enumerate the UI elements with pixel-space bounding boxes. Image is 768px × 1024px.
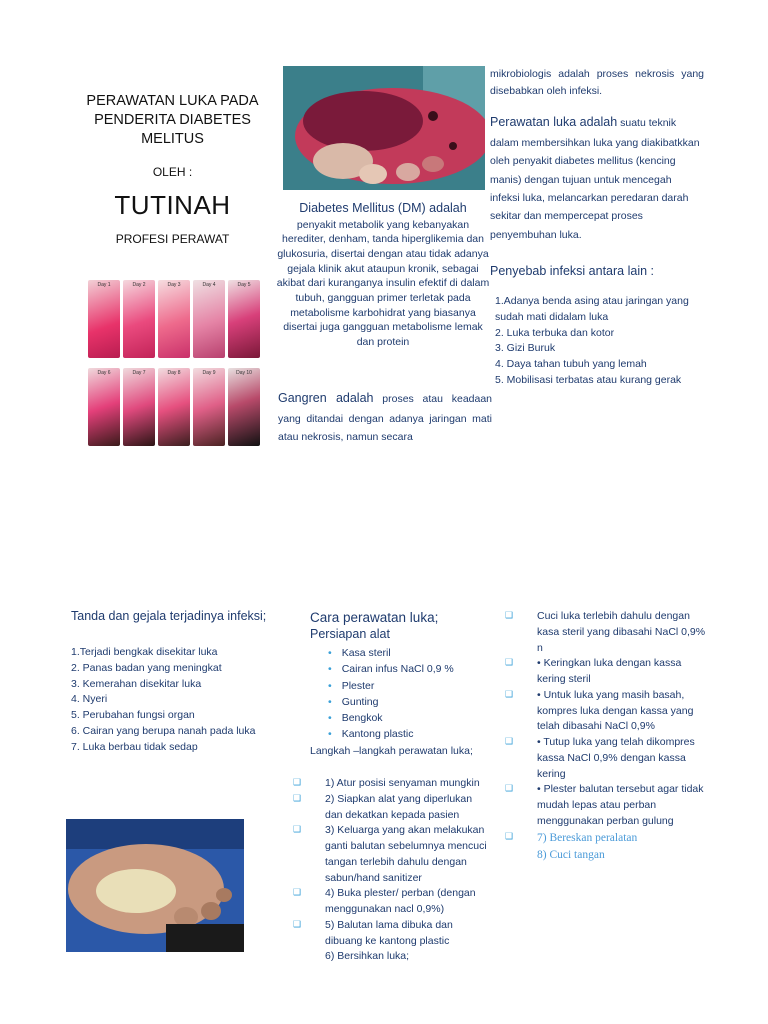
step-text: 8) Cuci tangan bbox=[537, 848, 605, 861]
list-item: 6. Cairan yang berupa nanah pada luka bbox=[71, 724, 256, 737]
list-item: • Cairan infus NaCl 0,9 % bbox=[328, 661, 500, 677]
day-photo bbox=[193, 280, 225, 358]
infection-causes-list bbox=[495, 294, 709, 389]
list-item: ❑ 5) Balutan lama dibuka dan dibuang ke kantong plastic bbox=[293, 918, 453, 947]
list-item: ❑ 2) Siapkan alat yang diperlukan dan dekatkan kepada pasien bbox=[293, 792, 473, 821]
day-photo bbox=[88, 368, 120, 446]
day-label: Day 6 bbox=[97, 370, 111, 376]
list-item: 3. Kemerahan disekitar luka bbox=[71, 677, 202, 690]
day-photo bbox=[158, 368, 190, 446]
list-item: ❑ 1) Atur posisi senyaman mungkin bbox=[293, 777, 480, 789]
gangren-heading: Gangren adalah bbox=[278, 391, 374, 405]
foot-illustration bbox=[283, 66, 485, 190]
list-item: ❑ 4) Buka plester/ perban (dengan menggunakan nacl 0,9%) bbox=[293, 887, 476, 915]
day-photo bbox=[123, 280, 155, 358]
title-line: PENDERITA DIABETES bbox=[94, 111, 251, 128]
list-item: ❑ 7) Bereskan peralatan bbox=[505, 830, 638, 844]
step-text: • Plester balutan tersebut agar tidak mudah lepas atau perban menggunakan perban gulung bbox=[537, 783, 704, 827]
profession-label: PROFESI PERAWAT bbox=[115, 232, 230, 246]
step-text: 2) Siapkan alat yang diperlukan dan dekatkan kepada pasien bbox=[325, 792, 473, 821]
list-item bbox=[310, 949, 490, 965]
day-label: Day 2 bbox=[132, 282, 146, 288]
day-label: Day 5 bbox=[237, 282, 251, 288]
day-photo bbox=[158, 280, 190, 358]
list-item: 3. Gizi Buruk bbox=[495, 342, 556, 355]
list-item: • Plester bbox=[328, 678, 500, 694]
list-item: 7. Luka berbau tidak sedap bbox=[71, 740, 198, 753]
list-item: 4. Daya tahan tubuh yang lemah bbox=[495, 358, 647, 370]
list-item: 1.Adanya benda asing atau jaringan yang sudah mati didalam luka bbox=[495, 295, 689, 323]
foot-wound-illustration bbox=[66, 819, 244, 952]
infection-causes-heading: Penyebab infeksi antara lain : bbox=[490, 264, 654, 278]
gangren-continuation: mikrobiologis adalah proses nekrosis yang disebabkan oleh infeksi. bbox=[490, 68, 704, 97]
step-text: • Keringkan luka dengan kassa kering steril bbox=[537, 657, 682, 685]
day-label: Day 7 bbox=[132, 370, 146, 376]
step-text: 6) Bersihkan luka; bbox=[325, 950, 410, 963]
list-item: ❑ 3) Keluarga yang akan melakukan ganti balutan sebelumnya mencuci tangan terlebih dahulu dengan sabun/hand sanitizer bbox=[293, 824, 487, 884]
infection-signs-heading: Tanda dan gejala terjadinya infeksi; bbox=[71, 609, 267, 623]
list-item: ❑ • Untuk luka yang masih basah, kompres luka dengan kassa yang telah dibasahi NaCl 0,9% bbox=[505, 688, 694, 733]
preparation-heading: Persiapan alat bbox=[310, 627, 390, 641]
title-line: PERAWATAN LUKA PADA bbox=[86, 93, 259, 109]
gangren-body: proses atau keadaan yang ditandai dengan adanya jaringan mati atau nekrosis, namun secara bbox=[278, 393, 493, 444]
author-name: TUTINAH bbox=[114, 190, 231, 220]
list-item: 2. Panas badan yang meningkat bbox=[71, 661, 222, 674]
step-text: 7) Bereskan peralatan bbox=[537, 831, 638, 844]
list-item: ❑ • Tutup luka yang telah dikompres kassa NaCl 0,9% dengan kassa kering bbox=[505, 736, 695, 780]
day-label: Day 9 bbox=[202, 370, 216, 376]
foot-wound-photo bbox=[66, 819, 244, 952]
step-text: Cuci luka terlebih dahulu dengan kasa steril yang dibasahi NaCl 0,9% n bbox=[537, 610, 706, 654]
day-label: Day 8 bbox=[167, 370, 181, 376]
step-text: 5) Balutan lama dibuka dan dibuang ke kantong plastic bbox=[325, 918, 453, 947]
day-photo bbox=[228, 280, 260, 358]
care-method-section bbox=[310, 610, 500, 743]
wound-day-progression-image bbox=[88, 280, 260, 448]
list-item bbox=[522, 847, 707, 864]
steps-heading: Langkah –langkah perawatan luka; bbox=[310, 745, 473, 757]
tools-list bbox=[310, 645, 500, 743]
step-text: • Tutup luka yang telah dikompres kassa NaCl 0,9% dengan kassa kering bbox=[537, 736, 695, 780]
list-item: 1.Terjadi bengkak disekitar luka bbox=[71, 646, 218, 658]
day-photo bbox=[88, 280, 120, 358]
by-label: OLEH : bbox=[152, 165, 193, 179]
step-text: 4) Buka plester/ perban (dengan menggunakan nacl 0,9%) bbox=[325, 887, 476, 915]
list-item: 2. Luka terbuka dan kotor bbox=[495, 326, 615, 339]
list-item: 4. Nyeri bbox=[71, 693, 108, 706]
wound-care-body: suatu teknik dalam membersihkan luka yang diakibatkkan oleh penyakit diabetes mellitus (kencing manis) dengan tujuan untuk mencegah infeksi luka, melancarkan peredaran darah sekitar dan mempercepat proses penyembuhan luka. bbox=[490, 117, 700, 241]
step-text: 3) Keluarga yang akan melakukan ganti balutan sebelumnya mencuci tangan terlebih dahulu dengan sabun/hand sanitizer bbox=[325, 824, 487, 884]
dm-heading: Diabetes Mellitus (DM) adalah bbox=[299, 201, 467, 215]
day-photo bbox=[228, 368, 260, 446]
day-label: Day 4 bbox=[202, 282, 216, 288]
diabetic-foot-photo bbox=[283, 66, 485, 190]
wound-care-heading: Perawatan luka adalah bbox=[490, 115, 618, 129]
list-item: 5. Perubahan fungsi organ bbox=[71, 709, 195, 721]
list-item: • Bengkok bbox=[328, 710, 500, 726]
care-method-heading: Cara perawatan luka; bbox=[310, 610, 439, 625]
list-item: 5. Mobilisasi terbatas atau kurang gerak bbox=[495, 373, 682, 386]
step-text: 1) Atur posisi senyaman mungkin bbox=[325, 777, 480, 789]
day-photo bbox=[193, 368, 225, 446]
steps-list-continued bbox=[505, 609, 707, 864]
steps-list bbox=[293, 776, 490, 965]
list-item: ❑ Cuci luka terlebih dahulu dengan kasa steril yang dibasahi NaCl 0,9% n bbox=[505, 610, 706, 654]
list-item: ❑ • Keringkan luka dengan kassa kering steril bbox=[505, 657, 682, 685]
title-line: MELITUS bbox=[141, 130, 204, 147]
wound-care-definition bbox=[490, 112, 704, 244]
step-text: • Untuk luka yang masih basah, kompres luka dengan kassa yang telah dibasahi NaCl 0,9% bbox=[537, 688, 694, 733]
infection-signs-list bbox=[71, 645, 276, 755]
day-label: Day 3 bbox=[167, 282, 181, 288]
day-photo bbox=[123, 368, 155, 446]
day-label: Day 1 bbox=[97, 282, 111, 288]
list-item: • Kantong plastic bbox=[328, 726, 500, 742]
day-label: Day 10 bbox=[236, 370, 252, 376]
dm-definition bbox=[276, 200, 490, 350]
list-item: ❑ • Plester balutan tersebut agar tidak mudah lepas atau perban menggunakan perban gulung bbox=[505, 783, 704, 827]
list-item: • Gunting bbox=[328, 694, 500, 710]
document-title bbox=[60, 92, 285, 149]
dm-body: penyakit metabolik yang kebanyakan herediter, denham, tanda hiperglikemia dan glukosuria, disertai dengan atau tidak adanya gejala klinik akut ataupun kronik, sebagai akibat dari kuranganya insulin efektif di dalam tubuh, gangguan primer terletak pada metabolisme karbohidrat yang biasanya disertai juga gangguan metabolisme lemak dan protein bbox=[276, 218, 490, 348]
gangren-definition bbox=[278, 388, 492, 447]
list-item: • Kasa steril bbox=[328, 645, 500, 661]
